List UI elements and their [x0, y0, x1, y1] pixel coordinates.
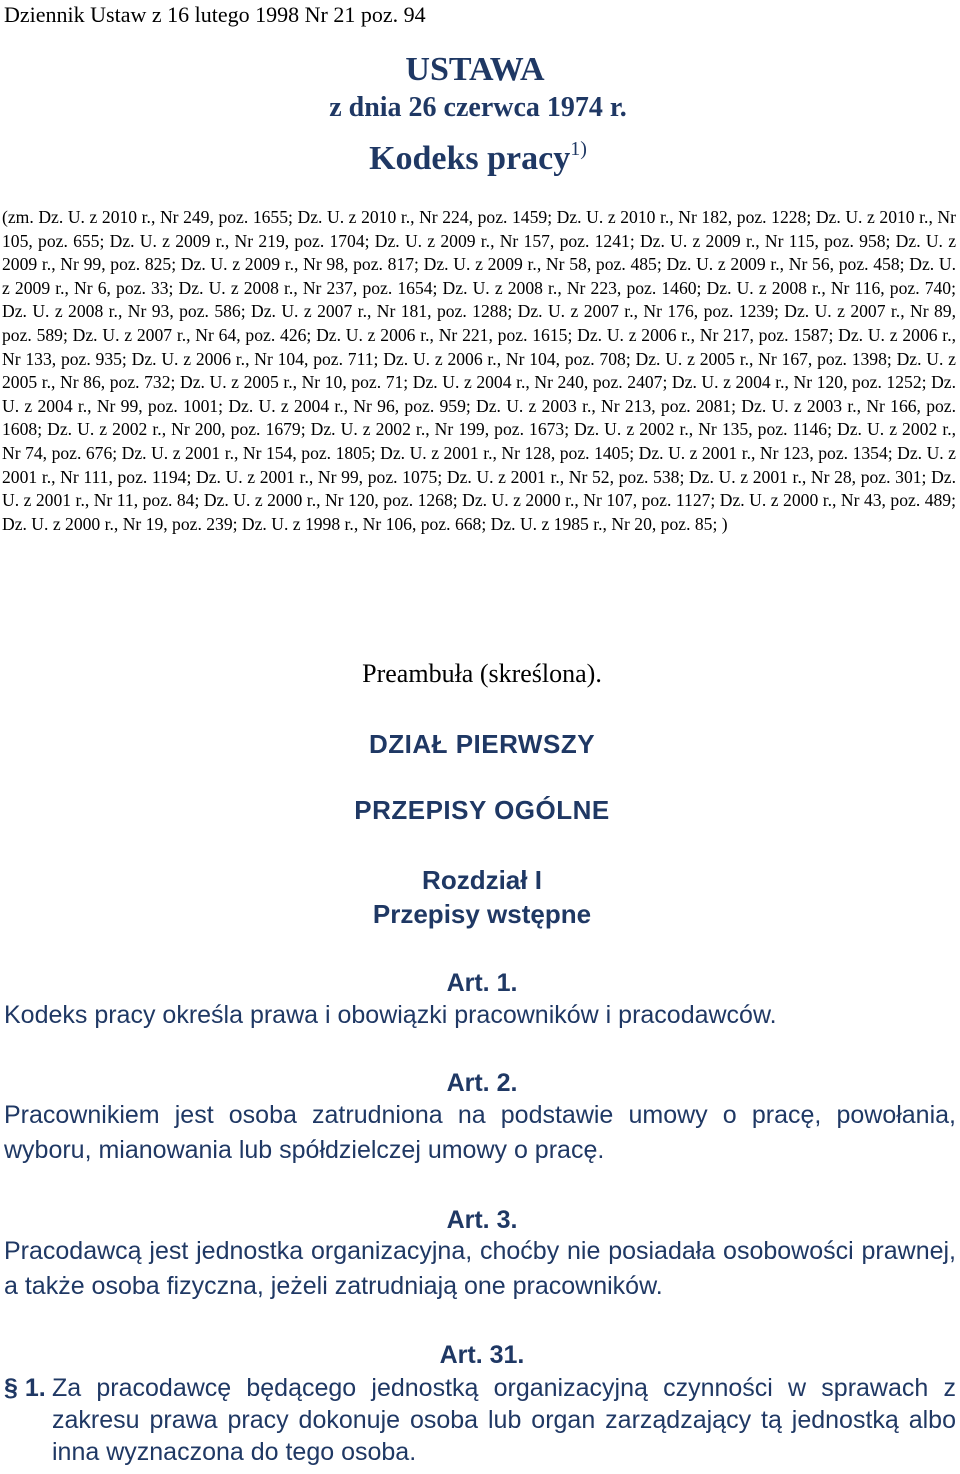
title-date: z dnia 26 czerwca 1974 r. — [329, 92, 627, 123]
chapter-number: Rozdział I — [422, 865, 542, 895]
title-act-type: USTAWA — [405, 51, 545, 88]
footnote-ref: 1) — [570, 138, 587, 160]
paragraph-number: § 1. — [4, 1374, 46, 1402]
division-title: PRZEPISY OGÓLNE — [354, 795, 610, 825]
article-3-text: Pracodawcą jest jednostka organizacyjna, choćby nie posiadała osobowości prawnej, a także osoba fizyczna, jeżeli zatrudniają one pracowników. — [4, 1237, 956, 1300]
article-1-text: Kodeks pracy określa prawa i obowiązki pracowników i pracodawców. — [4, 1001, 777, 1029]
article-3-heading: Art. 3. — [446, 1206, 518, 1234]
chapter-heading — [2, 863, 960, 931]
title-name-text: Kodeks pracy — [369, 140, 571, 177]
document-header: Dziennik Ustaw z 16 lutego 1998 Nr 21 poz. 94 — [4, 2, 426, 27]
preamble: Preambuła (skreślona). — [362, 659, 602, 688]
paragraph-text: Za pracodawcę będącego jednostką organizacyjną czynności w sprawach z zakresu prawa pracy dokonuje osoba lub organ zarządzający tą jednostką albo inna wyznaczona do tego osoba. — [52, 1374, 956, 1466]
title-block — [0, 50, 960, 182]
division-heading: DZIAŁ PIERWSZY — [368, 729, 596, 759]
article-2-text: Pracownikiem jest osoba zatrudniona na podstawie umowy o pracę, powołania, wyboru, mianowania lub spółdzielczej umowy o pracę. — [4, 1101, 956, 1164]
article-2-heading: Art. 2. — [446, 1069, 518, 1097]
article-31-paragraph-1 — [4, 1372, 956, 1468]
title-name — [0, 126, 960, 182]
amendments-list: (zm. Dz. U. z 2010 r., Nr 249, poz. 1655; Dz. U. z 2010 r., Nr 224, poz. 1459; Dz. U. z 2010 r., Nr 182, poz. 1228; Dz. U. z 2010 r., Nr 105, poz. 655; Dz. U. z 2009 r., Nr 219, poz. 1704; Dz. U. z 2009 r., Nr 157, poz. 1241; Dz. U. z 2009 r., Nr 115, poz. 958; Dz. U. z 2009 r., Nr 99, poz. 825; Dz. U. z 2009 r., Nr 98, poz. 817; Dz. U. z 2009 r., Nr 58, poz. 485; Dz. U. z 2009 r., Nr 56, poz. 458; Dz. U. z 2009 r., Nr 6, poz. 33; Dz. U. z 2008 r., Nr 237, poz. 1654; Dz. U. z 2008 r., Nr 223, poz. 1460; Dz. U. z 2008 r., Nr 116, poz. 740; Dz. U. z 2008 r., Nr 93, poz. 586; Dz. U. z 2007 r., Nr 181, poz. 1288; Dz. U. z 2007 r., Nr 176, poz. 1239; Dz. U. z 2007 r., Nr 89, poz. 589; Dz. U. z 2007 r., Nr 64, poz. 426; Dz. U. z 2006 r., Nr 221, poz. 1615; Dz. U. z 2006 r., Nr 217, poz. 1587; Dz. U. z 2006 r., Nr 133, poz. 935; Dz. U. z 2006 r., Nr 104, poz. 711; Dz. U. z 2006 r., Nr 104, poz. 708; Dz. U. z 2005 r., Nr 167, poz. 1398; Dz. U. z 2005 r., Nr 86, poz. 732; Dz. U. z 2005 r., Nr 10, poz. 71; Dz. U. z 2004 r., Nr 240, poz. 2407; Dz. U. z 2004 r., Nr 120, poz. 1252; Dz. U. z 2004 r., Nr 99, poz. 1001; Dz. U. z 2004 r., Nr 96, poz. 959; Dz. U. z 2003 r., Nr 213, poz. 2081; Dz. U. z 2003 r., Nr 166, poz. 1608; Dz. U. z 2002 r., Nr 200, poz. 1679; Dz. U. z 2002 r., Nr 199, poz. 1673; Dz. U. z 2002 r., Nr 135, poz. 1146; Dz. U. z 2002 r., Nr 74, poz. 676; Dz. U. z 2001 r., Nr 154, poz. 1805; Dz. U. z 2001 r., Nr 128, poz. 1405; Dz. U. z 2001 r., Nr 123, poz. 1354; Dz. U. z 2001 r., Nr 111, poz. 1194; Dz. U. z 2001 r., Nr 99, poz. 1075; Dz. U. z 2001 r., Nr 52, poz. 538; Dz. U. z 2001 r., Nr 28, poz. 301; Dz. U. z 2001 r., Nr 11, poz. 84; Dz. U. z 2000 r., Nr 120, poz. 1268; Dz. U. z 2000 r., Nr 107, poz. 1127; Dz. U. z 2000 r., Nr 43, poz. 489; Dz. U. z 2000 r., Nr 19, poz. 239; Dz. U. z 1998 r., Nr 106, poz. 668; Dz. U. z 1985 r., Nr 20, poz. 85; ) — [2, 207, 956, 534]
article-1-heading: Art. 1. — [446, 969, 518, 997]
article-31-heading: Art. 31. — [439, 1341, 525, 1369]
chapter-title: Przepisy wstępne — [372, 899, 592, 929]
